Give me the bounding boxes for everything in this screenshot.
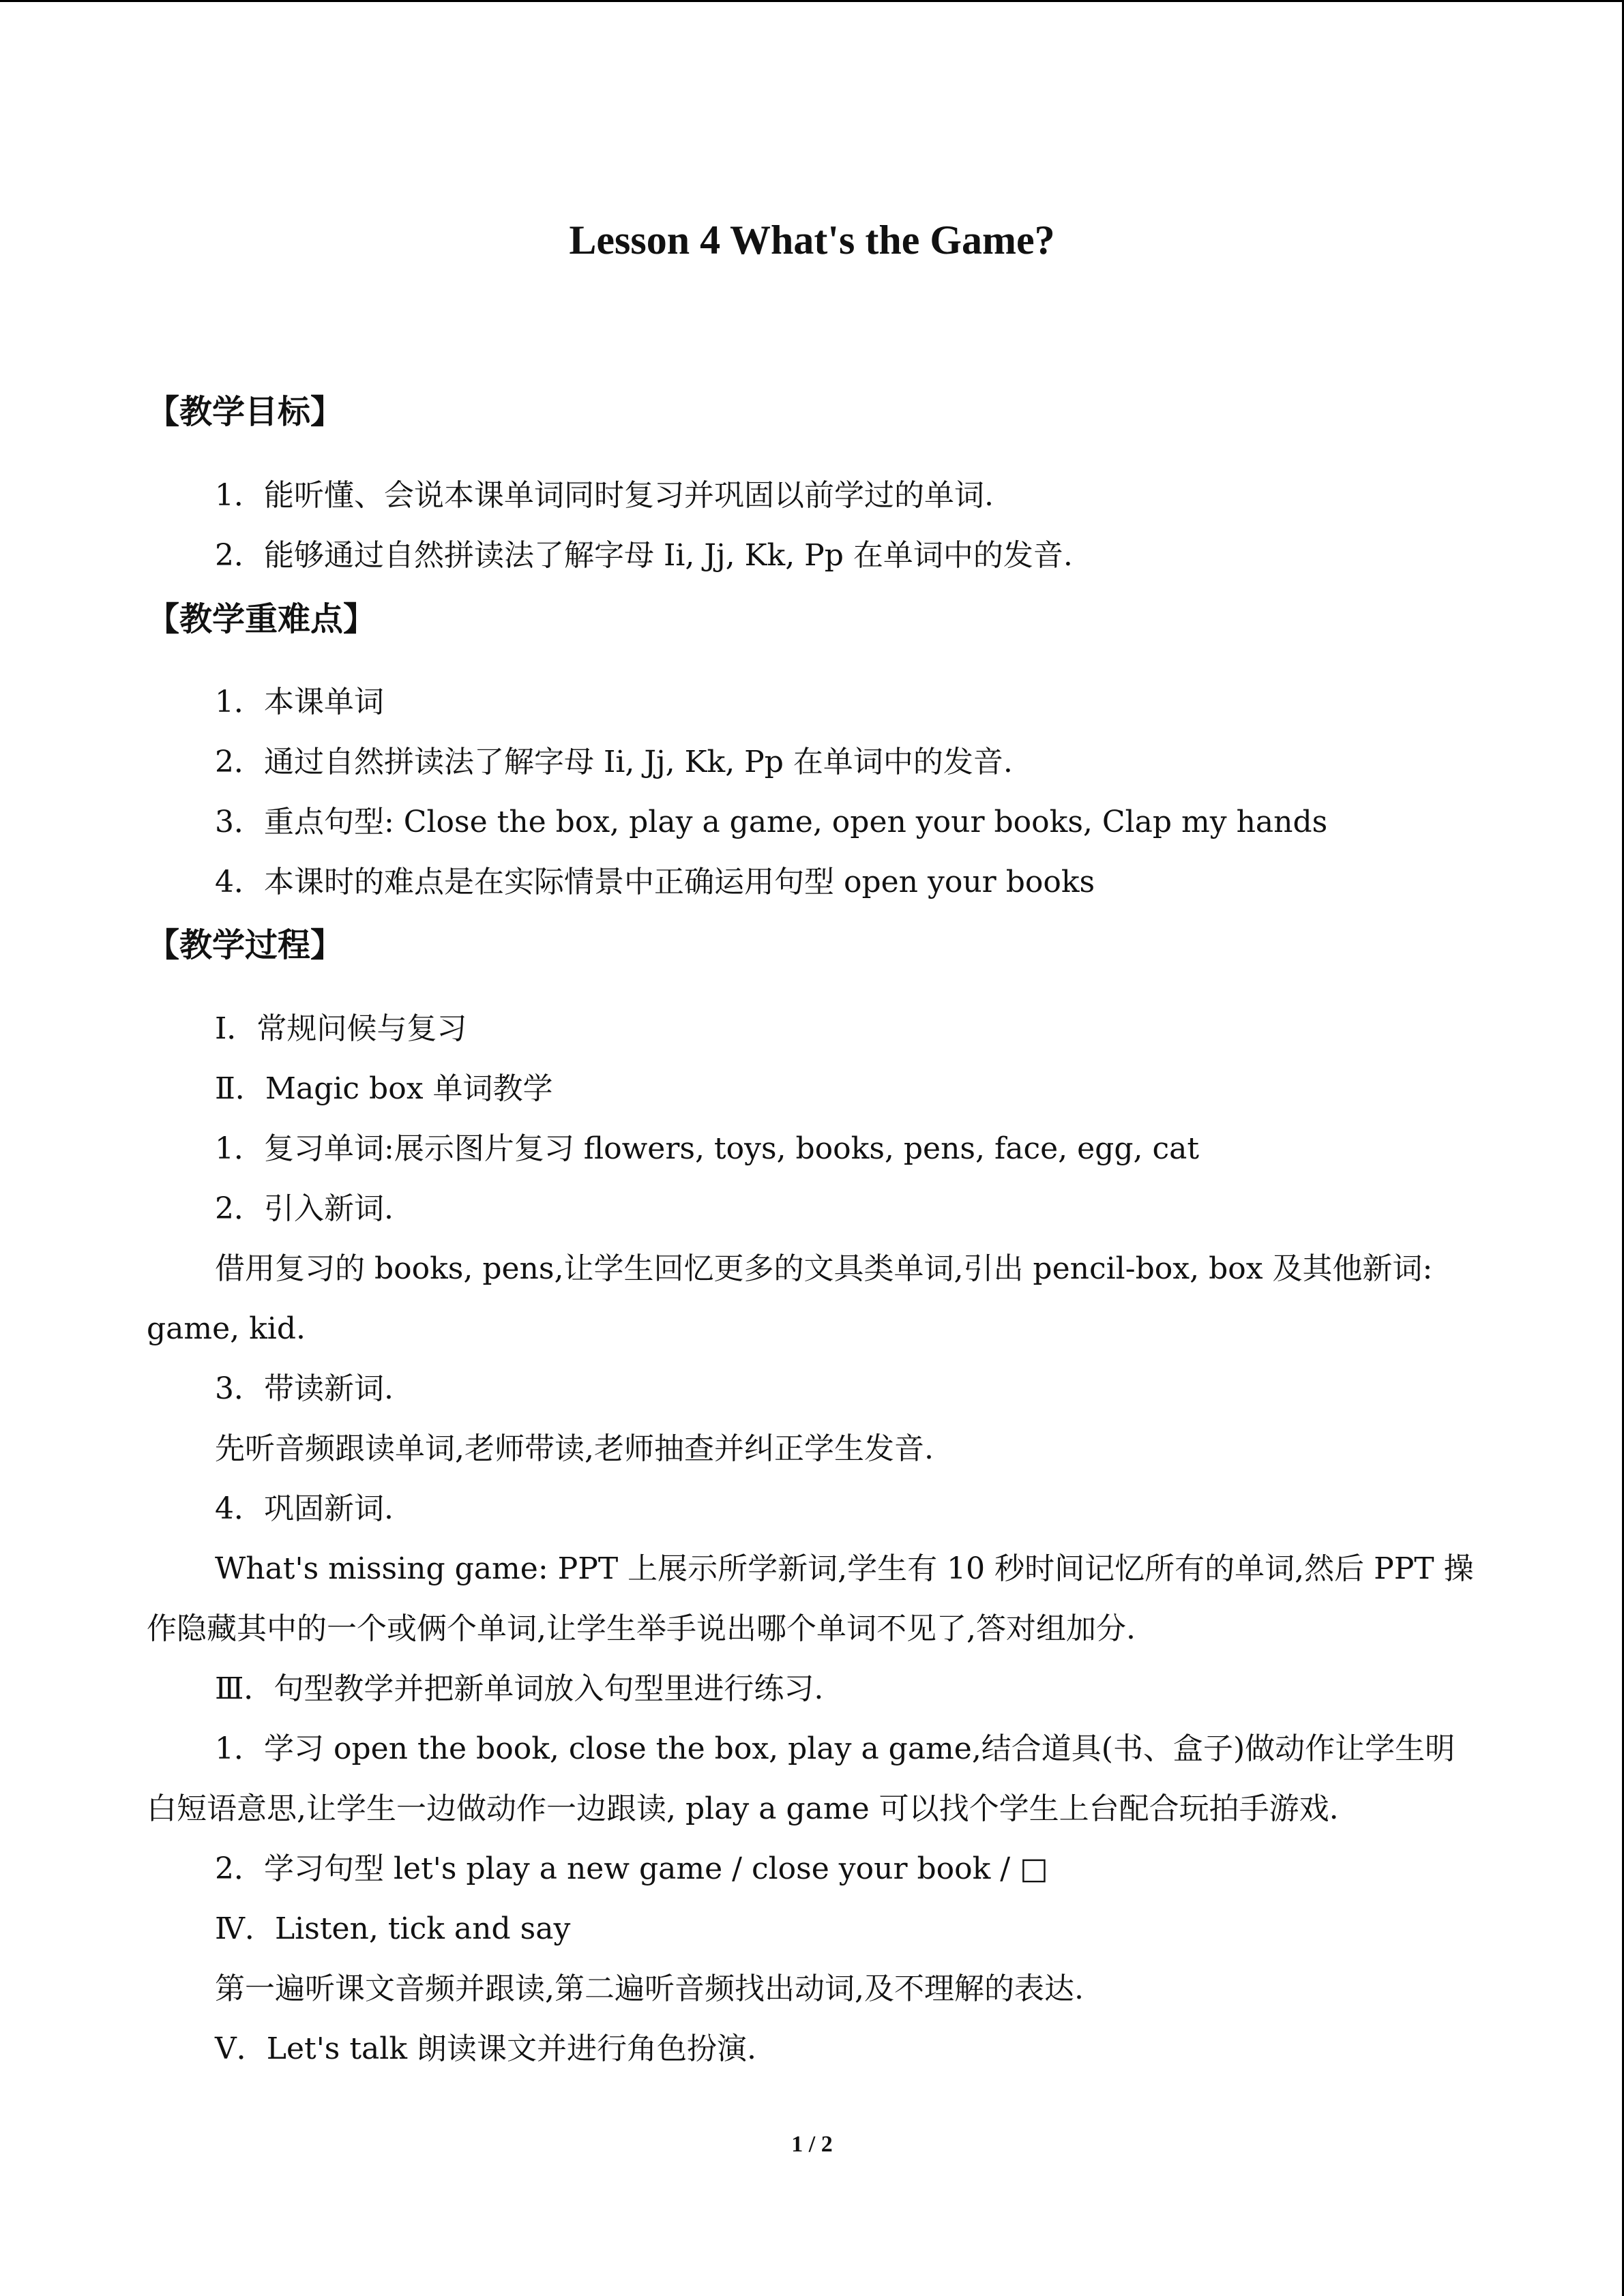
key-point-item-2: 2．通过自然拼读法了解字母 Ii, Jj, Kk, Pp 在单词中的发音. <box>215 745 1013 779</box>
objective-item-2: 2．能够通过自然拼读法了解字母 Ii, Jj, Kk, Pp 在单词中的发音. <box>215 538 1073 573</box>
key-point-item-4: 4．本课时的难点是在实际情景中正确运用句型 open your books <box>215 865 1095 899</box>
key-point-item-1: 1．本课单词 <box>215 685 384 719</box>
process-item-4: 2．引入新词. <box>215 1191 394 1226</box>
process-item-13: Ⅳ．Listen, tick and say <box>215 1911 571 1946</box>
heading-process: 【教学过程】 <box>147 926 344 964</box>
process-item-15: Ⅴ．Let's talk 朗读课文并进行角色扮演. <box>215 2031 756 2066</box>
process-item-7: 先听音频跟读单词,老师带读,老师抽查并纠正学生发音. <box>215 1431 934 1466</box>
process-item-6: 3．带读新词. <box>215 1371 394 1406</box>
process-item-5: 借用复习的 books, pens,让学生回忆更多的文具类单词,引出 pencil-box, box 及其他新词: game, kid. <box>147 1251 1433 1346</box>
process-item-11: 1．学习 open the book, close the box, play a game,结合道具(书、盒子)做动作让学生明白短语意思,让学生一边做动作一边跟读, play a game 可以找个学生上台配合玩拍手游戏. <box>147 1731 1456 1826</box>
objective-item-1: 1．能听懂、会说本课单词同时复习并巩固以前学过的单词. <box>215 478 994 513</box>
document-title: Lesson 4 What's the Game? <box>569 218 1055 263</box>
heading-objectives: 【教学目标】 <box>147 393 344 431</box>
key-point-item-3: 3．重点句型: Close the box, play a game, open your books, Clap my hands <box>215 805 1328 839</box>
process-item-14: 第一遍听课文音频并跟读,第二遍听音频找出动词,及不理解的表达. <box>215 1971 1084 2006</box>
process-item-12: 2．学习句型 let's play a new game / close your book / □ <box>215 1851 1048 1886</box>
process-item-9: What's missing game: PPT 上展示所学新词,学生有 10 秒时间记忆所有的单词,然后 PPT 操作隐藏其中的一个或俩个单词,让学生举手说出哪个单词不见了,答对组加分. <box>147 1551 1474 1646</box>
heading-key-points: 【教学重难点】 <box>147 600 377 638</box>
process-item-2: Ⅱ．Magic box 单词教学 <box>215 1071 553 1106</box>
process-item-3: 1．复习单词:展示图片复习 flowers, toys, books, pens, face, egg, cat <box>215 1131 1200 1166</box>
process-item-10: Ⅲ．句型教学并把新单词放入句型里进行练习. <box>215 1671 824 1706</box>
process-item-1: Ⅰ．常规问候与复习 <box>215 1011 467 1046</box>
page-number: 1 / 2 <box>791 2132 833 2157</box>
page-border-top <box>0 0 1624 2</box>
process-item-8: 4．巩固新词. <box>215 1491 394 1526</box>
